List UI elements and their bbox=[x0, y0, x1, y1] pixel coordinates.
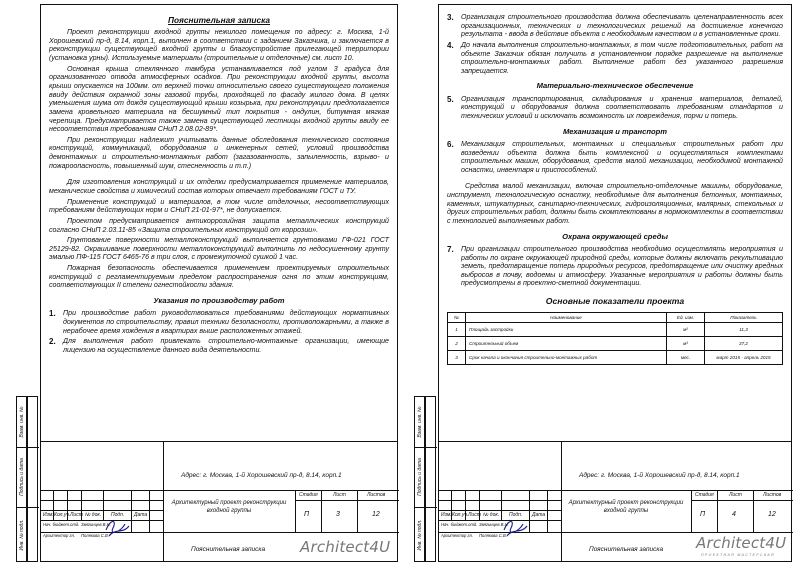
side-column bbox=[27, 396, 38, 562]
stamp-label-list2: Лист bbox=[729, 492, 742, 498]
list-item bbox=[447, 41, 783, 76]
stamp-label-podp: Подп. bbox=[111, 512, 125, 518]
item-number: 4. bbox=[447, 40, 454, 50]
stamp-sheets-total: 12 bbox=[372, 511, 380, 518]
section-heading: Материально-техническое обеспечение bbox=[536, 81, 694, 91]
stamp-label-list2: Лист bbox=[333, 492, 346, 498]
side-label-inv: Инв. № подл. bbox=[416, 519, 423, 551]
stamp-role-gip: Нач. бюджет.отд. bbox=[43, 522, 80, 527]
sheet-left bbox=[40, 4, 398, 562]
table-cell: Срок начала и окончания строительно-монтажных работ bbox=[466, 351, 667, 365]
logo: Architect4U bbox=[300, 538, 391, 556]
item-text: Механизация строительных, монтажных и специальных строительных работ при возведении объекта должна быть комплексной и осуществляться комплектами строительных машин, оборудования, средств малой механизации, необходимой монтажной оснастки, инвентаря и приспособлений. bbox=[461, 139, 783, 174]
stamp-sheets-total: 12 bbox=[768, 511, 776, 518]
table-cell: мес. bbox=[667, 351, 705, 365]
table-cell: 2 bbox=[448, 337, 466, 351]
params-table bbox=[447, 312, 783, 366]
paragraph: При реконструкции надлежит учитывать данные обследования технического состояния конструкций, коммуникаций, оборудования и инженерных сетей, условий производства демонтажных и строительно-монтажных работ (загазованность, запыленность, взрыво- и пожароопасность, повышенный шум, стесненность и т.п.) bbox=[49, 135, 389, 170]
side-strip-left bbox=[16, 4, 38, 562]
paragraph: Средства малой механизации, включая строительно-отделочные машины, оборудование, инструмент, технологическую оснастку, необходимые для выполнения бетонных, монтажных, каменных, штукатурных, санитарно-технических, гидроизоляционных, малярных, стекольных и других строительных работ, должны быть скомплектованы в нормокомплекты в соответствии с технологией выполняемых работ. bbox=[447, 182, 783, 226]
paragraph: Применение конструкций и материалов, в том числе отделочных, несоответствующих требованиям действующих норм и СНиП 21-01-97*, не допускается. bbox=[49, 197, 389, 215]
stamp-label-listov: Листов bbox=[763, 492, 782, 498]
section-heading: Указания по производству работ bbox=[153, 296, 285, 306]
side-label-vzam: Взам. инв. № bbox=[18, 406, 25, 438]
item-text: При организации строительного производства необходимо осуществлять мероприятия и работы по охране окружающей природной среды, которые должны включать рекультивацию земель, предотвращение потерь природных ресурсов, предотвращение или очистку вредных выбросов в почву, водоемы и атмосферу. Указанные мероприятия и работы должны быть предусмотрены в проектно-сметной документации. bbox=[461, 244, 783, 288]
params-title: Основные показатели проекта bbox=[545, 296, 685, 307]
side-label-vzam: Взам. инв. № bbox=[416, 406, 423, 438]
list-item bbox=[49, 337, 389, 354]
stamp-role-razrab: Архитектор гл. bbox=[43, 533, 76, 538]
stamp-name-razrab: Полякова С.В. bbox=[479, 533, 507, 538]
stamp-label-data: Дата bbox=[134, 512, 148, 518]
stamp-project-name: Архитектурный проект реконструкции входной группы bbox=[171, 500, 287, 514]
paragraph: Пожарная безопасность обеспечивается применением проектируемых строительных конструкций с регламентируемым пределом распространения огня по этим конструкциям, соответствующих II степени огнестойкости здания. bbox=[49, 264, 389, 290]
side-label-podp-data: Подпись и дата bbox=[416, 458, 423, 496]
stamp-label-izm: Изм. bbox=[441, 512, 452, 518]
item-text: До начала выполнения строительно-монтажных, в том числе подготовительных, работ на объекте Заказчик обязан получить в установленном порядке разрешение на выполнение строительно-монтажных работ. Выполнение работ без указанного разрешения запрещается. bbox=[461, 40, 783, 75]
stamp-label-listov: Листов bbox=[367, 492, 386, 498]
side-column bbox=[425, 396, 436, 562]
table-header-cell: Наименование bbox=[466, 312, 667, 323]
item-text: Для выполнения работ привлекать строительно-монтажные организации, имеющие лицензию на осуществление данного вида деятельности. bbox=[63, 337, 389, 354]
stamp-sheet-number: 4 bbox=[732, 511, 736, 518]
stamp-stage: П bbox=[304, 511, 310, 518]
stamp-label-izm: Изм. bbox=[43, 512, 54, 518]
page-title: Пояснительная записка bbox=[167, 15, 271, 25]
stamp-label-data: Дата bbox=[532, 512, 546, 518]
table-cell: 37,2 bbox=[705, 337, 783, 351]
stamp-sheet-number: 3 bbox=[336, 511, 340, 518]
stamp-sheet-name: Пояснительная записка bbox=[589, 546, 664, 553]
paragraph: Грунтование поверхности металлоконструкций выполняется грунтовками ГФ-021 ГОСТ 25129-82. Окрашивание поверхности металлоконструкций выполнить по недосушенному грунту эмалью ПФ-115 ГОСТ 6465-76 в три слоя, с промежуточной сушкой 1 час. bbox=[49, 236, 389, 262]
item-number: 3. bbox=[447, 13, 454, 22]
side-label-podp-data: Подпись и дата bbox=[18, 458, 25, 496]
stamp-label-stadiya: Стадия bbox=[299, 492, 318, 498]
title-block bbox=[41, 441, 397, 561]
stamp-address: Адрес: г. Москва, 1-й Хорошевский пр-д, 8.14, корп.1 bbox=[579, 472, 740, 479]
logo: Architect4U bbox=[696, 534, 787, 552]
list-item bbox=[447, 95, 783, 121]
stamp-role-razrab: Архитектор гл. bbox=[441, 533, 474, 538]
stamp-address: Адрес: г. Москва, 1-й Хорошевский пр-д, 8.14, корп.1 bbox=[181, 472, 342, 479]
table-cell: 1 bbox=[448, 323, 466, 337]
stamp-label-kol: Кол.уч. bbox=[452, 512, 469, 518]
item-number: 2. bbox=[49, 337, 56, 347]
table-header-cell: № bbox=[448, 312, 466, 323]
table-cell: март 2015 - апрель 2015 bbox=[705, 351, 783, 365]
stamp-sheet-name: Пояснительная записка bbox=[191, 546, 266, 553]
section-heading: Охрана окружающей среды bbox=[562, 231, 668, 241]
side-label-inv: Инв. № подл. bbox=[18, 519, 25, 551]
logo-subtitle: ПРОЕКТНАЯ МАСТЕРСКАЯ bbox=[701, 553, 775, 557]
stamp-label-ndok: № док. bbox=[85, 512, 102, 518]
section-heading: Механизация и транспорт bbox=[562, 126, 668, 136]
table-cell: м³ bbox=[667, 337, 705, 351]
stamp-label-ndok: № док. bbox=[483, 512, 500, 518]
list-item bbox=[447, 245, 783, 288]
item-text: При производстве работ руководствоваться требованиями действующих нормативных документов по строительству, правил техники безопасности, противопожарными, а также в нерабочее время хождения в квартирах выше расположенных этажей. bbox=[63, 309, 389, 335]
sheet-left-content bbox=[49, 13, 389, 357]
stamp-stage: П bbox=[700, 511, 706, 518]
stamp-role-gip: Нач. бюджет.отд. bbox=[441, 522, 478, 527]
stamp-name-gip: Звягинцев В.Н. bbox=[479, 522, 509, 527]
table-cell: Строительный объем bbox=[466, 337, 667, 351]
paragraph: Для изготовления конструкций и их отделки предусматривается применение материалов, механические свойства и химический состав которых отвечает требованиям ГОСТ и ТУ. bbox=[49, 178, 389, 195]
table-row bbox=[448, 351, 783, 365]
table-cell: 11,3 bbox=[705, 323, 783, 337]
item-text: Организация строительного производства должна обеспечивать целенаправленность всех организационных, технических и технологических решений на достижение конечного результата - ввода в действие объекта с необходимым качеством и в установленные сроки. bbox=[461, 13, 783, 39]
item-number: 7. bbox=[447, 244, 454, 254]
list-item bbox=[49, 309, 389, 335]
table-cell: 3 bbox=[448, 351, 466, 365]
signature-image bbox=[103, 516, 131, 542]
stamp-label-stadiya: Стадия bbox=[695, 492, 714, 498]
signature-image bbox=[501, 516, 529, 542]
item-number: 1. bbox=[49, 309, 56, 319]
side-column bbox=[414, 396, 425, 562]
item-number: 6. bbox=[447, 139, 454, 149]
list-item bbox=[447, 140, 783, 175]
table-row bbox=[448, 323, 783, 337]
side-column bbox=[16, 396, 27, 562]
stamp-name-razrab: Полякова С.В. bbox=[81, 533, 109, 538]
table-row bbox=[448, 337, 783, 351]
stamp-name-gip: Звягинцев В.Н. bbox=[81, 522, 111, 527]
sheet-right bbox=[438, 4, 792, 562]
title-block bbox=[439, 441, 791, 561]
stamp-project-name: Архитектурный проект реконструкции входной группы bbox=[568, 500, 684, 514]
table-header-cell: Показатель bbox=[705, 312, 783, 323]
stamp-label-list: Лист bbox=[468, 512, 481, 518]
table-header-row bbox=[448, 312, 783, 323]
item-text: Организация транспортирования, складирования и хранения материалов, деталей, конструкций и оборудования должна соответствовать требованиям стандартов и технических условий и исключать возможность их повреждения, порчи и потерь. bbox=[461, 94, 783, 121]
table-cell: Площадь застройки bbox=[466, 323, 667, 337]
paragraph: Проектом предусматривается антикоррозийная защита металлических конструкций согласно СНиП 2.03.11-85 «Защита строительных конструкций от коррозии». bbox=[49, 216, 389, 234]
table-cell: м² bbox=[667, 323, 705, 337]
stamp-label-list: Лист bbox=[70, 512, 83, 518]
list-item bbox=[447, 13, 783, 39]
paragraph: Основная крыша стеклянного тамбура устанавливается под углом 3 градуса для организованного отвода атмосферных осадков. При реконструкции входной группы, высота крыши опускается на 100мм. от верхней точки относительно своего существующего положения ввиду действия охранной зоны газовой трубы, проходящей по фасаду жилого дома. В целях уменьшения шума от дождя существующий крыши козырька, при реконструкции предполагается замена кровельного материала на бесшумный тип покрытия - ондулин, битумная мягкая черепица. Предусматривается также замена существующей лестницы входной группы ввиду ее несоответствия требованиям СНиП 2.08.02-89*. bbox=[49, 64, 389, 134]
table-header-cell: Ед. изм. bbox=[667, 312, 705, 323]
sheet-right-content bbox=[447, 13, 783, 365]
item-number: 5. bbox=[447, 94, 454, 104]
stamp-label-kol: Кол.уч. bbox=[54, 512, 71, 518]
stamp-label-podp: Подп. bbox=[509, 512, 523, 518]
side-strip-right bbox=[414, 4, 436, 562]
paragraph: Проект реконструкции входной группы нежилого помещения по адресу: г. Москва, 1-й Хорошевский пр-д, 8.14, корп.1, выполнен в соответствии с заданием Заказчика, и заключается в реконструкции существующей входной группы и благоустройстве прилегающей территории (установка урны). Используемые материалы (строительные и отделочные) см. лист 10. bbox=[49, 28, 389, 63]
